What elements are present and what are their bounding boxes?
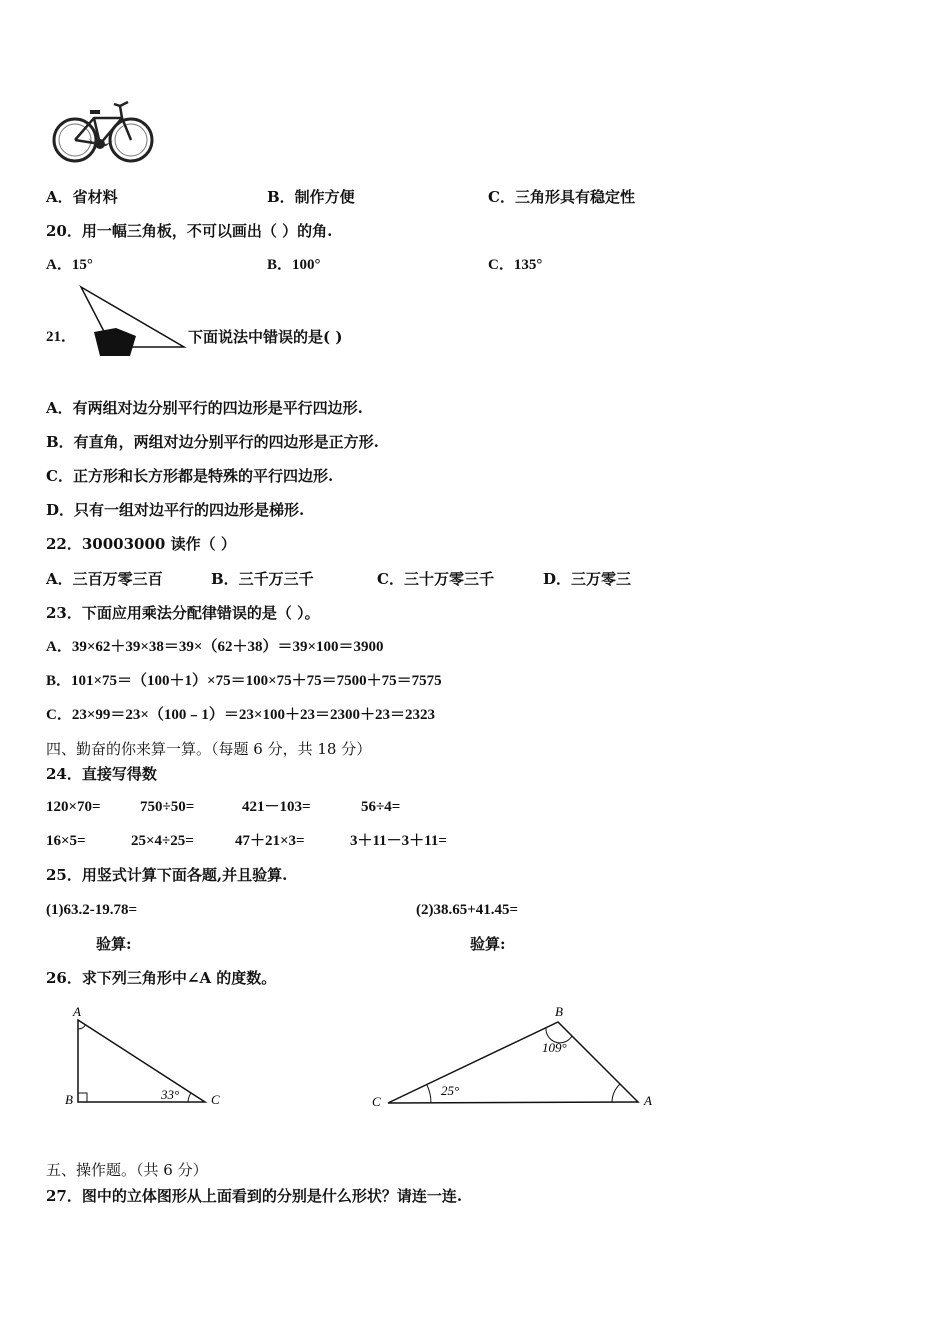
vertex-label-a: A: [644, 1093, 652, 1108]
q23-stem: 23．下面应用乘法分配律错误的是（ ）。: [46, 604, 320, 622]
section4-title: 四、勤奋的你来算一算。（每题 6 分，共 18 分）: [46, 740, 372, 758]
q21-number: 21．: [46, 329, 77, 345]
q24-item: 47＋21×3=: [235, 833, 305, 849]
vertex-label-b: B: [555, 1004, 563, 1019]
q21-option-b[interactable]: B．有直角，两组对边分别平行的四边形是正方形.: [46, 433, 379, 451]
q24-item: 56÷4=: [361, 799, 401, 815]
vertex-label-c: C: [211, 1092, 220, 1107]
section5-title: 五、操作题。（共 6 分）: [46, 1161, 208, 1179]
q20-option-c[interactable]: C．135°: [488, 257, 543, 273]
vertex-label-a: A: [73, 1004, 81, 1019]
q23-option-b[interactable]: B．101×75＝（100＋1）×75＝100×75＋75＝7500＋75＝7575: [46, 673, 442, 689]
set-square-figure: [78, 284, 188, 358]
right-triangle-figure: [60, 1000, 230, 1115]
q22-option-b[interactable]: B．三千万三千: [211, 570, 314, 588]
q22-option-d[interactable]: D．三万零三: [543, 570, 632, 588]
q25-problem-2: (2)38.65+41.45=: [416, 902, 519, 918]
q24-stem: 24．直接写得数: [46, 765, 157, 783]
q23-option-a[interactable]: A．39×62＋39×38＝39×（62＋38）＝39×100＝3900: [46, 639, 384, 655]
q21-option-c[interactable]: C．正方形和长方形都是特殊的平行四边形.: [46, 467, 334, 485]
q24-item: 3＋11－3＋11=: [350, 833, 447, 849]
vertex-label-b: B: [65, 1092, 73, 1107]
q24-item: 421－103=: [242, 799, 311, 815]
q26-stem: 26．求下列三角形中∠A 的度数。: [46, 969, 277, 987]
q27-stem: 27．图中的立体图形从上面看到的分别是什么形状？请连一连.: [46, 1187, 463, 1205]
q24-item: 120×70=: [46, 799, 101, 815]
q25-check-2: 验算:: [470, 935, 506, 953]
q22-stem: 22．30003000 读作（ ）: [46, 535, 236, 553]
q24-item: 750÷50=: [140, 799, 195, 815]
q25-stem: 25．用竖式计算下面各题,并且验算.: [46, 866, 288, 884]
q22-option-a[interactable]: A．三百万零三百: [46, 570, 163, 588]
q22-option-c[interactable]: C．三十万零三千: [377, 570, 494, 588]
bicycle-figure: [50, 98, 156, 166]
angle-label-b: 109°: [542, 1040, 567, 1055]
q21-option-a[interactable]: A．有两组对边分别平行的四边形是平行四边形.: [46, 399, 363, 417]
q19-option-a[interactable]: A．省材料: [46, 188, 118, 206]
q20-option-a[interactable]: A．15°: [46, 257, 93, 273]
q20-stem: 20．用一幅三角板，不可以画出（ ）的角.: [46, 222, 333, 240]
q19-option-b[interactable]: B．制作方便: [267, 188, 355, 206]
q20-option-b[interactable]: B．100°: [267, 257, 321, 273]
q24-item: 16×5=: [46, 833, 86, 849]
angle-label-c: 25°: [441, 1083, 460, 1098]
q21-stem: 下面说法中错误的是( ): [188, 328, 343, 346]
q23-option-c[interactable]: C．23×99＝23×（100﹣1）＝23×100＋23＝2300＋23＝2323: [46, 707, 435, 723]
q24-item: 25×4÷25=: [131, 833, 194, 849]
q19-option-c[interactable]: C．三角形具有稳定性: [488, 188, 635, 206]
obtuse-triangle-figure: [368, 1000, 663, 1115]
q25-check-1: 验算:: [96, 935, 132, 953]
q25-problem-1: (1)63.2-19.78=: [46, 902, 138, 918]
vertex-label-c: C: [372, 1094, 381, 1109]
q21-option-d[interactable]: D．只有一组对边平行的四边形是梯形.: [46, 501, 305, 519]
angle-label: 33°: [161, 1087, 180, 1102]
